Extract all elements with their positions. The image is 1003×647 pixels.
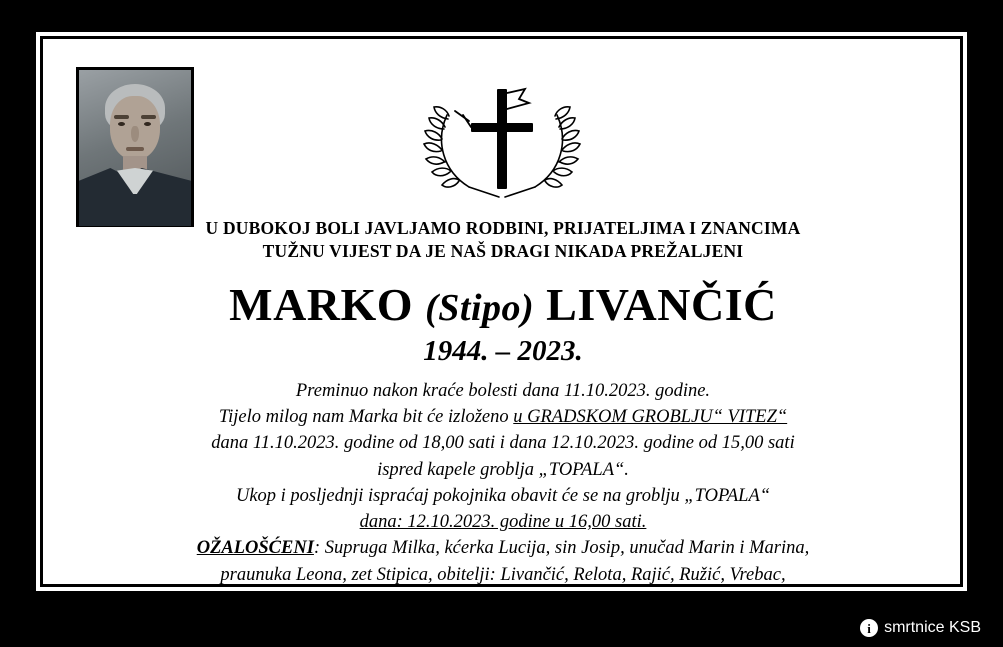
card-border-black [40,36,963,611]
obituary-card [43,39,960,611]
portrait-brow-right [141,115,156,119]
portrait-nose [131,126,139,142]
obituary-text [103,217,903,614]
mourners-line-3: te ostala mnogobrojna rodbina i prijatelji. [346,590,660,611]
intro-line-2: TUŽNU VIJEST DA JE NAŠ DRAGI NIKADA PREŽALJENI [262,240,744,261]
portrait-frame [76,67,194,227]
mourners-label: OŽALOŠĆENI [196,538,314,559]
mourners-text-1: : Supruga Milka, kćerka Lucija, sin Josip, unučad Marin i Marina, [313,538,810,559]
portrait-eye-left [118,122,125,126]
obituary-card-frame [28,24,975,611]
info-icon: i [860,619,878,637]
obituary-body [103,378,903,614]
body-line-1: Preminuo nakon kraće bolesti dana 11.10.2023. godine. [295,380,711,401]
portrait-brow-left [114,115,129,119]
name-last: LIVANČIĆ [546,278,777,330]
body-line-5: Ukop i posljednji ispraćaj pokojnika obavit će se na groblju „TOPALA“ [235,485,771,506]
body-line-6-burial-time: dana: 12.10.2023. godine u 16,00 sati. [359,512,647,533]
cross-with-laurel-wreath-icon [407,71,597,201]
intro-line-1: U DUBOKOJ BOLI JAVLJAMO RODBINI, PRIJATELJIMA I ZNANCIMA [205,218,801,238]
mourners-line-1 [103,535,903,561]
name-first: MARKO [229,278,414,330]
mourners-line-2: praunuka Leona, zet Stipica, obitelji: Livančić, Relota, Rajić, Ružić, Vrebac, [220,564,786,585]
body-line-2-location: u GRADSKOM GROBLJU“ VITEZ“ [513,407,788,428]
body-line-2-prefix: Tijelo milog nam Marka bit će izloženo [218,407,514,428]
name-nickname: (Stipo) [425,286,535,329]
body-line-2 [103,404,903,430]
body-line-3: dana 11.10.2023. godine od 18,00 sati i dana 12.10.2023. godine od 15,00 sati [211,433,795,454]
body-line-4: ispred kapele groblja „TOPALA“. [377,459,629,480]
watermark [860,619,981,637]
intro-text [103,217,903,263]
deceased-portrait-photo [79,70,191,224]
portrait-mouth [126,147,144,151]
deceased-name [103,278,903,330]
portrait-eye-right [144,122,151,126]
watermark-text: smrtnice KSB [884,619,981,636]
card-border-white [36,32,967,611]
life-years: 1944. – 2023. [423,334,583,367]
